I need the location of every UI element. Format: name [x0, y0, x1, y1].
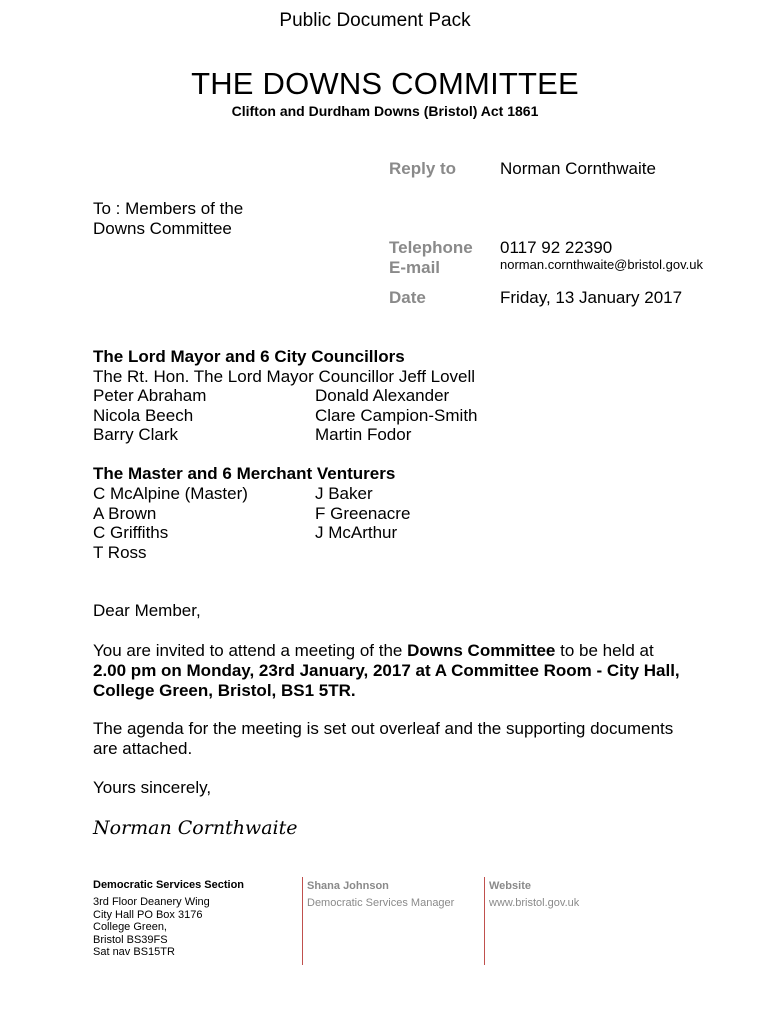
member-name: J McArthur	[315, 523, 398, 542]
telephone-label: Telephone	[389, 238, 473, 257]
lord-mayor-line: The Rt. Hon. The Lord Mayor Councillor Jeff Lovell	[93, 367, 476, 386]
member-name: J Baker	[315, 484, 373, 503]
footer-divider	[484, 877, 485, 965]
address-line: City Hall PO Box 3176	[93, 908, 203, 921]
signature: Norman Cornthwaite	[93, 817, 298, 839]
recipient-line-2: Downs Committee	[93, 219, 232, 238]
closing: Yours sincerely,	[93, 778, 212, 797]
committee-name: Downs Committee	[407, 641, 556, 660]
greeting: Dear Member,	[93, 601, 201, 620]
invite-text: to be held at	[555, 641, 654, 660]
councillors-heading: The Lord Mayor and 6 City Councillors	[93, 347, 405, 366]
member-name: Barry Clark	[93, 425, 179, 444]
footer-address	[93, 896, 210, 959]
reply-to-value: Norman Cornthwaite	[500, 159, 656, 178]
member-name: Donald Alexander	[315, 386, 450, 405]
recipient-line-1: To : Members of the	[93, 199, 244, 218]
date-label: Date	[389, 288, 426, 307]
member-name: F Greenacre	[315, 504, 411, 523]
member-name: C Griffiths	[93, 523, 169, 542]
merchants-heading: The Master and 6 Merchant Venturers	[93, 464, 396, 483]
footer-divider	[302, 877, 303, 965]
footer-person-role: Democratic Services Manager	[307, 897, 455, 909]
member-name: Nicola Beech	[93, 406, 194, 425]
footer-section-title: Democratic Services Section	[93, 879, 245, 891]
address-line: Bristol BS39FS	[93, 933, 168, 946]
member-name: A Brown	[93, 504, 157, 523]
member-name: Martin Fodor	[315, 425, 412, 444]
address-line: Sat nav BS15TR	[93, 946, 175, 958]
document-title: THE DOWNS COMMITTEE	[191, 66, 579, 101]
email-value[interactable]: norman.cornthwaite@bristol.gov.uk	[500, 257, 703, 272]
telephone-value: 0117 92 22390	[500, 238, 613, 257]
reply-to-label: Reply to	[389, 159, 457, 178]
meeting-details: 2.00 pm on Monday, 23rd January, 2017 at A Committee Room - City Hall, College Green, Bristol, BS1 5TR.	[93, 661, 680, 700]
footer-website-link[interactable]: www.bristol.gov.uk	[489, 897, 580, 909]
address-line: College Green,	[93, 921, 167, 933]
member-name: T Ross	[93, 543, 147, 562]
invitation-paragraph	[93, 641, 683, 701]
address-line: 3rd Floor Deanery Wing	[93, 896, 210, 908]
date-value: Friday, 13 January 2017	[500, 288, 683, 307]
invite-text: You are invited to attend a meeting of the	[93, 641, 408, 660]
member-name: Clare Campion-Smith	[315, 406, 478, 425]
footer-website-label: Website	[489, 880, 531, 892]
member-name: Peter Abraham	[93, 386, 207, 405]
agenda-paragraph: The agenda for the meeting is set out overleaf and the supporting documents are attached.	[93, 719, 674, 758]
footer-person-name: Shana Johnson	[307, 880, 389, 892]
pack-label: Public Document Pack	[279, 10, 471, 31]
email-label: E-mail	[389, 258, 441, 277]
document-subtitle: Clifton and Durdham Downs (Bristol) Act 1861	[231, 103, 539, 119]
member-name: C McAlpine (Master)	[93, 484, 248, 503]
